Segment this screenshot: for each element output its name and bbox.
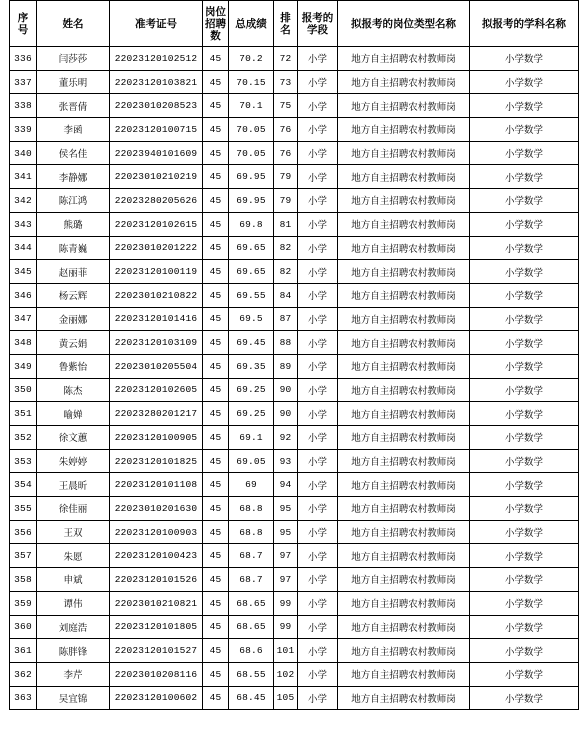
cell-quota: 45 [203,615,229,639]
table-row [10,662,579,686]
cell-subject: 小学数学 [470,331,579,355]
cell-post-type: 地方自主招聘农村教师岗 [338,497,470,521]
cell-name: 金丽娜 [37,307,110,331]
cell-seq: 362 [10,662,37,686]
cell-seq: 336 [10,47,37,71]
cell-name: 李芹 [37,662,110,686]
cell-quota: 45 [203,544,229,568]
cell-exam-id: 22023120103109 [110,331,203,355]
cell-subject: 小学数学 [470,189,579,213]
cell-rank: 101 [274,639,298,663]
cell-name: 侯名佳 [37,141,110,165]
cell-school-level: 小学 [298,70,338,94]
cell-seq: 350 [10,378,37,402]
cell-seq: 361 [10,639,37,663]
cell-score: 68.8 [229,497,274,521]
cell-quota: 45 [203,70,229,94]
cell-score: 68.7 [229,544,274,568]
cell-subject: 小学数学 [470,497,579,521]
cell-subject: 小学数学 [470,378,579,402]
cell-school-level: 小学 [298,662,338,686]
cell-score: 69.55 [229,283,274,307]
table-row [10,260,579,284]
cell-school-level: 小学 [298,283,338,307]
cell-post-type: 地方自主招聘农村教师岗 [338,686,470,710]
table-row [10,686,579,710]
cell-score: 69.8 [229,212,274,236]
cell-seq: 355 [10,497,37,521]
cell-quota: 45 [203,402,229,426]
cell-rank: 90 [274,402,298,426]
cell-seq: 359 [10,591,37,615]
table-row [10,354,579,378]
cell-school-level: 小学 [298,686,338,710]
cell-post-type: 地方自主招聘农村教师岗 [338,662,470,686]
cell-post-type: 地方自主招聘农村教师岗 [338,165,470,189]
table-row [10,307,579,331]
cell-school-level: 小学 [298,212,338,236]
cell-school-level: 小学 [298,331,338,355]
cell-seq: 358 [10,568,37,592]
cell-rank: 76 [274,141,298,165]
cell-exam-id: 22023120100602 [110,686,203,710]
cell-score: 69.95 [229,189,274,213]
cell-rank: 76 [274,118,298,142]
cell-exam-id: 22023120102512 [110,47,203,71]
cell-exam-id: 22023120100903 [110,520,203,544]
cell-name: 申斌 [37,568,110,592]
cell-rank: 105 [274,686,298,710]
cell-rank: 94 [274,473,298,497]
cell-name: 熊璐 [37,212,110,236]
cell-name: 朱愿 [37,544,110,568]
table-row [10,47,579,71]
cell-quota: 45 [203,662,229,686]
cell-name: 王双 [37,520,110,544]
cell-quota: 45 [203,497,229,521]
cell-quota: 45 [203,94,229,118]
cell-quota: 45 [203,449,229,473]
cell-exam-id: 22023010205504 [110,354,203,378]
cell-school-level: 小学 [298,236,338,260]
cell-exam-id: 22023010208523 [110,94,203,118]
cell-exam-id: 22023010210219 [110,165,203,189]
cell-rank: 89 [274,354,298,378]
cell-seq: 343 [10,212,37,236]
cell-name: 杨云辉 [37,283,110,307]
table-row [10,70,579,94]
cell-exam-id: 22023120100423 [110,544,203,568]
cell-seq: 346 [10,283,37,307]
cell-score: 70.1 [229,94,274,118]
cell-school-level: 小学 [298,520,338,544]
cell-score: 70.15 [229,70,274,94]
cell-school-level: 小学 [298,449,338,473]
cell-name: 李函 [37,118,110,142]
cell-post-type: 地方自主招聘农村教师岗 [338,236,470,260]
cell-school-level: 小学 [298,615,338,639]
cell-rank: 72 [274,47,298,71]
cell-seq: 352 [10,426,37,450]
table-row [10,639,579,663]
cell-quota: 45 [203,283,229,307]
table-row [10,141,579,165]
cell-rank: 82 [274,260,298,284]
cell-seq: 354 [10,473,37,497]
table-row [10,236,579,260]
cell-seq: 338 [10,94,37,118]
cell-quota: 45 [203,639,229,663]
cell-rank: 75 [274,94,298,118]
cell-subject: 小学数学 [470,615,579,639]
cell-quota: 45 [203,165,229,189]
cell-score: 69.95 [229,165,274,189]
cell-score: 69.35 [229,354,274,378]
cell-name: 王晨昕 [37,473,110,497]
cell-exam-id: 22023280205626 [110,189,203,213]
cell-post-type: 地方自主招聘农村教师岗 [338,615,470,639]
cell-subject: 小学数学 [470,639,579,663]
cell-exam-id: 22023010210822 [110,283,203,307]
cell-subject: 小学数学 [470,473,579,497]
cell-name: 刘庭浩 [37,615,110,639]
cell-quota: 45 [203,426,229,450]
cell-post-type: 地方自主招聘农村教师岗 [338,141,470,165]
cell-post-type: 地方自主招聘农村教师岗 [338,568,470,592]
cell-subject: 小学数学 [470,118,579,142]
cell-quota: 45 [203,354,229,378]
cell-rank: 97 [274,544,298,568]
cell-subject: 小学数学 [470,236,579,260]
cell-subject: 小学数学 [470,47,579,71]
table-row [10,426,579,450]
table-row [10,402,579,426]
cell-score: 70.05 [229,141,274,165]
cell-quota: 45 [203,141,229,165]
cell-score: 69.65 [229,236,274,260]
cell-exam-id: 22023010210821 [110,591,203,615]
cell-quota: 45 [203,473,229,497]
cell-name: 董乐明 [37,70,110,94]
cell-post-type: 地方自主招聘农村教师岗 [338,307,470,331]
cell-quota: 45 [203,520,229,544]
cell-post-type: 地方自主招聘农村教师岗 [338,473,470,497]
cell-school-level: 小学 [298,544,338,568]
table-row [10,165,579,189]
table-row [10,473,579,497]
cell-rank: 95 [274,520,298,544]
cell-subject: 小学数学 [470,141,579,165]
header-rank: 排 名 [274,1,298,47]
cell-name: 李静娜 [37,165,110,189]
cell-seq: 349 [10,354,37,378]
cell-subject: 小学数学 [470,686,579,710]
cell-quota: 45 [203,686,229,710]
cell-rank: 97 [274,568,298,592]
cell-score: 68.65 [229,591,274,615]
cell-rank: 79 [274,165,298,189]
cell-quota: 45 [203,212,229,236]
cell-name: 喻婵 [37,402,110,426]
cell-post-type: 地方自主招聘农村教师岗 [338,591,470,615]
cell-seq: 357 [10,544,37,568]
cell-subject: 小学数学 [470,426,579,450]
cell-exam-id: 22023120100119 [110,260,203,284]
cell-rank: 99 [274,591,298,615]
cell-name: 陈江鸿 [37,189,110,213]
cell-subject: 小学数学 [470,354,579,378]
cell-score: 69.65 [229,260,274,284]
cell-score: 70.2 [229,47,274,71]
cell-exam-id: 22023120100905 [110,426,203,450]
header-score: 总成绩 [229,1,274,47]
table-header [10,1,579,47]
cell-seq: 339 [10,118,37,142]
cell-score: 69.25 [229,402,274,426]
cell-seq: 348 [10,331,37,355]
cell-score: 68.6 [229,639,274,663]
table-row [10,544,579,568]
cell-score: 69.5 [229,307,274,331]
table-row [10,497,579,521]
cell-post-type: 地方自主招聘农村教师岗 [338,449,470,473]
cell-seq: 337 [10,70,37,94]
cell-school-level: 小学 [298,118,338,142]
cell-subject: 小学数学 [470,307,579,331]
cell-rank: 81 [274,212,298,236]
cell-exam-id: 22023120100715 [110,118,203,142]
cell-post-type: 地方自主招聘农村教师岗 [338,94,470,118]
cell-exam-id: 22023120101825 [110,449,203,473]
table-row [10,378,579,402]
table-row [10,615,579,639]
cell-score: 69.45 [229,331,274,355]
cell-exam-id: 22023010201630 [110,497,203,521]
cell-school-level: 小学 [298,189,338,213]
cell-subject: 小学数学 [470,402,579,426]
cell-rank: 79 [274,189,298,213]
cell-school-level: 小学 [298,94,338,118]
cell-subject: 小学数学 [470,212,579,236]
cell-quota: 45 [203,189,229,213]
cell-exam-id: 22023940101609 [110,141,203,165]
cell-rank: 82 [274,236,298,260]
table-row [10,331,579,355]
cell-score: 69.25 [229,378,274,402]
cell-subject: 小学数学 [470,662,579,686]
table-body [10,47,579,710]
cell-rank: 95 [274,497,298,521]
header-exam-id: 准考证号 [110,1,203,47]
header-name: 姓名 [37,1,110,47]
cell-name: 徐佳丽 [37,497,110,521]
cell-name: 鲁紫怡 [37,354,110,378]
table-row [10,520,579,544]
cell-subject: 小学数学 [470,568,579,592]
table-row [10,591,579,615]
cell-post-type: 地方自主招聘农村教师岗 [338,402,470,426]
candidate-table [9,0,579,710]
cell-name: 赵丽菲 [37,260,110,284]
table-row [10,212,579,236]
cell-score: 68.45 [229,686,274,710]
cell-quota: 45 [203,236,229,260]
table-row [10,118,579,142]
cell-seq: 341 [10,165,37,189]
cell-quota: 45 [203,47,229,71]
cell-name: 黄云娟 [37,331,110,355]
header-quota: 岗位 招聘 数 [203,1,229,47]
cell-name: 陈青巍 [37,236,110,260]
cell-school-level: 小学 [298,307,338,331]
cell-quota: 45 [203,260,229,284]
header-post-type: 拟报考的岗位类型名称 [338,1,470,47]
cell-post-type: 地方自主招聘农村教师岗 [338,354,470,378]
cell-exam-id: 22023280201217 [110,402,203,426]
cell-name: 闫莎莎 [37,47,110,71]
cell-seq: 342 [10,189,37,213]
cell-post-type: 地方自主招聘农村教师岗 [338,47,470,71]
cell-score: 68.7 [229,568,274,592]
cell-school-level: 小学 [298,47,338,71]
cell-seq: 363 [10,686,37,710]
header-seq: 序 号 [10,1,37,47]
cell-rank: 90 [274,378,298,402]
header-school-level: 报考的 学段 [298,1,338,47]
cell-post-type: 地方自主招聘农村教师岗 [338,520,470,544]
cell-seq: 345 [10,260,37,284]
cell-school-level: 小学 [298,497,338,521]
cell-seq: 340 [10,141,37,165]
cell-quota: 45 [203,378,229,402]
cell-subject: 小学数学 [470,70,579,94]
cell-exam-id: 22023120103821 [110,70,203,94]
cell-seq: 351 [10,402,37,426]
cell-exam-id: 22023010208116 [110,662,203,686]
cell-post-type: 地方自主招聘农村教师岗 [338,212,470,236]
table-row [10,189,579,213]
cell-quota: 45 [203,591,229,615]
cell-name: 徐文蕙 [37,426,110,450]
cell-school-level: 小学 [298,402,338,426]
cell-post-type: 地方自主招聘农村教师岗 [338,118,470,142]
cell-seq: 356 [10,520,37,544]
table-row [10,568,579,592]
cell-school-level: 小学 [298,473,338,497]
cell-exam-id: 22023120102605 [110,378,203,402]
table-row [10,94,579,118]
cell-rank: 88 [274,331,298,355]
cell-rank: 87 [274,307,298,331]
cell-post-type: 地方自主招聘农村教师岗 [338,260,470,284]
cell-post-type: 地方自主招聘农村教师岗 [338,544,470,568]
cell-school-level: 小学 [298,260,338,284]
cell-subject: 小学数学 [470,544,579,568]
cell-score: 68.65 [229,615,274,639]
cell-name: 张晋倩 [37,94,110,118]
header-row [10,1,579,47]
cell-subject: 小学数学 [470,520,579,544]
cell-school-level: 小学 [298,141,338,165]
cell-score: 68.8 [229,520,274,544]
cell-post-type: 地方自主招聘农村教师岗 [338,70,470,94]
cell-school-level: 小学 [298,165,338,189]
cell-seq: 353 [10,449,37,473]
cell-quota: 45 [203,307,229,331]
cell-school-level: 小学 [298,639,338,663]
cell-subject: 小学数学 [470,283,579,307]
cell-name: 谭伟 [37,591,110,615]
cell-school-level: 小学 [298,568,338,592]
cell-quota: 45 [203,568,229,592]
cell-name: 陈杰 [37,378,110,402]
header-subject: 拟报考的学科名称 [470,1,579,47]
cell-post-type: 地方自主招聘农村教师岗 [338,331,470,355]
table-row [10,449,579,473]
cell-score: 70.05 [229,118,274,142]
cell-post-type: 地方自主招聘农村教师岗 [338,283,470,307]
cell-rank: 84 [274,283,298,307]
cell-exam-id: 22023120102615 [110,212,203,236]
cell-exam-id: 22023120101416 [110,307,203,331]
cell-school-level: 小学 [298,591,338,615]
cell-exam-id: 22023120101527 [110,639,203,663]
cell-quota: 45 [203,331,229,355]
cell-seq: 347 [10,307,37,331]
cell-subject: 小学数学 [470,165,579,189]
cell-post-type: 地方自主招聘农村教师岗 [338,189,470,213]
cell-exam-id: 22023120101805 [110,615,203,639]
cell-seq: 360 [10,615,37,639]
cell-subject: 小学数学 [470,591,579,615]
cell-score: 69.05 [229,449,274,473]
cell-post-type: 地方自主招聘农村教师岗 [338,378,470,402]
cell-exam-id: 22023120101526 [110,568,203,592]
cell-school-level: 小学 [298,354,338,378]
cell-post-type: 地方自主招聘农村教师岗 [338,426,470,450]
cell-score: 69.1 [229,426,274,450]
cell-quota: 45 [203,118,229,142]
cell-subject: 小学数学 [470,449,579,473]
cell-name: 陈胖锋 [37,639,110,663]
cell-rank: 92 [274,426,298,450]
cell-rank: 102 [274,662,298,686]
cell-exam-id: 22023010201222 [110,236,203,260]
table-row [10,283,579,307]
cell-score: 69 [229,473,274,497]
cell-school-level: 小学 [298,426,338,450]
cell-exam-id: 22023120101108 [110,473,203,497]
cell-name: 吴宜锦 [37,686,110,710]
cell-seq: 344 [10,236,37,260]
cell-score: 68.55 [229,662,274,686]
cell-rank: 73 [274,70,298,94]
cell-subject: 小学数学 [470,94,579,118]
cell-subject: 小学数学 [470,260,579,284]
cell-rank: 93 [274,449,298,473]
cell-rank: 99 [274,615,298,639]
cell-school-level: 小学 [298,378,338,402]
cell-post-type: 地方自主招聘农村教师岗 [338,639,470,663]
cell-name: 朱婷婷 [37,449,110,473]
